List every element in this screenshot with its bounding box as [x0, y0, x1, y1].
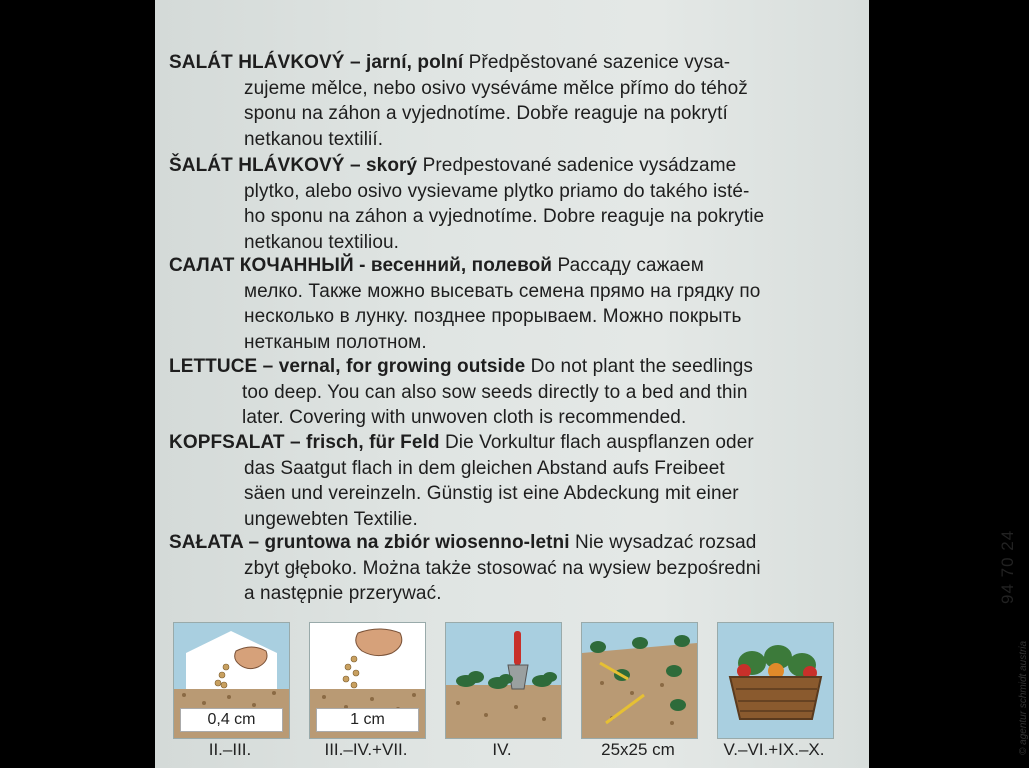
harvest-basket-icon: [717, 622, 834, 739]
sowing-cover-icon: [173, 622, 290, 739]
seed-packet-back: [155, 0, 1029, 768]
section-polish: SAŁATA – gruntowa na zbiór wiosenno-letni Nie wysadzać rozsad zbyt głęboko. Można także stosować na wysiew bezpośredni a następnie przerywać.: [169, 532, 761, 604]
tile-caption: IV.: [492, 740, 512, 759]
sowing-hand-icon: [309, 622, 426, 739]
tile-caption: III.–IV.+VII.: [324, 740, 408, 759]
sowing-depth-label: 1 cm: [316, 708, 419, 732]
copyright-text: © agentur schmidt austria: [1018, 640, 1029, 755]
section-german: KOPFSALAT – frisch, für Feld Die Vorkultur flach auspflanzen oder das Saatgut flach in dem gleichen Abstand aufs Freibeet säen und vereinzeln. Günstig ist eine Abdeckung mit einer ungewebten Textilie.: [169, 432, 754, 530]
section-slovak: ŠALÁT HLÁVKOVÝ – skorý Predpestované sadenice vysádzame plytko, alebo osivo vysievame plytko priamo do takého isté- ho sponu na záhon a vyjednotíme. Dobre reaguje na pokrytie netkanou textiliou.: [169, 155, 765, 253]
section-title: ŠALÁT HLÁVKOVÝ – skorý: [169, 155, 418, 176]
section-title: SAŁATA – gruntowa na zbiór wiosenno-letni: [169, 532, 570, 553]
section-russian: САЛАТ КОЧАННЫЙ - весенний, полевой Рассаду сажаем мелко. Также можно высевать семена прямо на грядку по несколько в лунку. позднее прорываем. Можно покрыть нетканым полотном.: [169, 255, 761, 353]
tile-caption: 25x25 cm: [601, 740, 675, 759]
tile-caption: II.–III.: [208, 740, 252, 759]
section-title: KOPFSALAT – frisch, für Feld: [169, 432, 440, 453]
spacing-grid-icon: [581, 622, 698, 739]
trowel-planting-icon: [445, 622, 562, 739]
section-english: LETTUCE – vernal, for growing outside Do not plant the seedlings too deep. You can also sow seeds directly to a bed and thin later. Covering with unwoven cloth is recommended.: [169, 356, 753, 428]
tile-caption: V.–VI.+IX.–X.: [723, 740, 825, 759]
sowing-depth-label: 0,4 cm: [180, 708, 283, 732]
section-title: SALÁT HLÁVKOVÝ – jarní, polní: [169, 52, 464, 73]
section-title: САЛАТ КОЧАННЫЙ - весенний, полевой: [169, 255, 553, 276]
section-czech: SALÁT HLÁVKOVÝ – jarní, polní Předpěstované sazenice vysa- zujeme mělce, nebo osivo vyséváme mělce přímo do téhož sponu na záhon a vyjednotíme. Dobře reaguje na pokrytí netkanou textilií.: [169, 52, 748, 150]
section-title: LETTUCE – vernal, for growing outside: [169, 356, 526, 377]
product-code: 94 70 24: [998, 529, 1017, 604]
